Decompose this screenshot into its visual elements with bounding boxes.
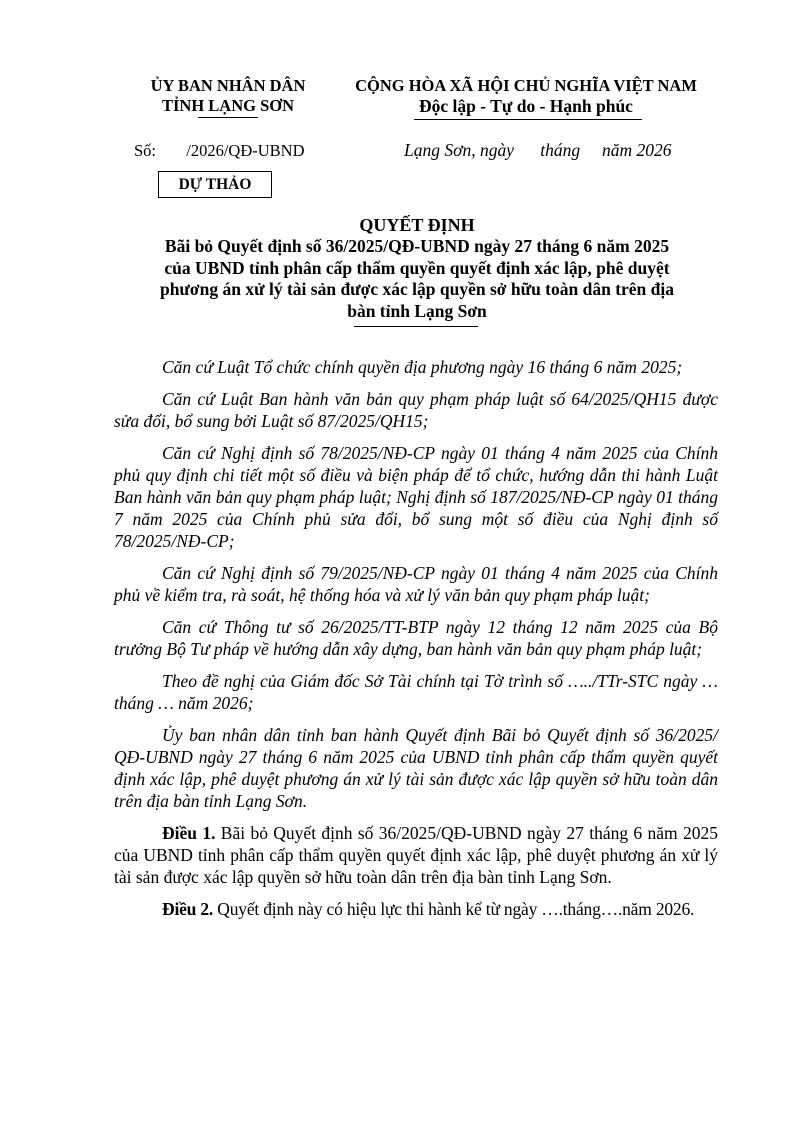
subject-line-2: của UBND tỉnh phân cấp thẩm quyền quyết định xác lập, phê duyệt xyxy=(164,257,670,278)
proposal-basis: Theo đề nghị của Giám đốc Sở Tài chính tại Tờ trình số …../TTr-STC ngày … tháng … năm 2026; xyxy=(114,671,718,713)
legal-basis-4: Căn cứ Nghị định số 79/2025/NĐ-CP ngày 01 tháng 4 năm 2025 của Chính phủ về kiểm tra, rà soát, hệ thống hóa và xử lý văn bản quy phạm pháp luật; xyxy=(114,563,718,605)
draft-stamp: DỰ THẢO xyxy=(158,171,272,198)
issuing-authority xyxy=(108,76,348,116)
article-1-text: Bãi bỏ Quyết định số 36/2025/QĐ-UBND ngày 27 tháng 6 năm 2025 của UBND tỉnh phân cấp thẩm quyền quyết định xác lập, phê duyệt phương án xử lý tài sản được xác lập quyền sở hữu toàn dân trên địa bàn tỉnh Lạng Sơn. xyxy=(114,823,718,887)
legal-basis-5: Căn cứ Thông tư số 26/2025/TT-BTP ngày 12 tháng 12 năm 2025 của Bộ trưởng Bộ Tư pháp về hướng dẫn xây dựng, ban hành văn bản quy phạm pháp luật; xyxy=(114,617,718,659)
title-underline xyxy=(354,326,478,327)
article-2 xyxy=(114,898,718,920)
subject-line-4: bàn tỉnh Lạng Sơn xyxy=(347,300,487,321)
legal-basis-3: Căn cứ Nghị định số 78/2025/NĐ-CP ngày 01 tháng 4 năm 2025 của Chính phủ quy định chi tiết một số điều và biện pháp để tổ chức, hướng dẫn thi hành Luật Ban hành văn bản quy phạm pháp luật; Nghị định số 187/2025/NĐ-CP ngày 01 tháng 7 năm 2025 của Chính phủ sửa đổi, bổ sung một số điều của Nghị định số 78/2025/NĐ-CP; xyxy=(114,443,718,551)
motto-underline xyxy=(414,119,642,120)
document-subject xyxy=(124,236,710,322)
national-header xyxy=(338,76,714,116)
authority-line-2: TỈNH LẠNG SƠN xyxy=(161,96,295,115)
article-2-label: Điều 2. xyxy=(162,899,214,919)
article-2-text: Quyết định này có hiệu lực thi hành kể từ ngày ….tháng….năm 2026. xyxy=(213,899,695,919)
document-body xyxy=(114,356,718,930)
subject-line-3: phương án xử lý tài sản được xác lập quyền sở hữu toàn dân trên địa xyxy=(159,279,675,299)
country-name: CỘNG HÒA XÃ HỘI CHỦ NGHĨA VIỆT NAM xyxy=(355,76,697,95)
promulgation-statement: Ủy ban nhân dân tỉnh ban hành Quyết định Bãi bỏ Quyết định số 36/2025/ QĐ-UBND ngày 27 tháng 6 năm 2025 của UBND tỉnh phân cấp thẩm quyền quyết định xác lập, phê duyệt phương án xử lý tài sản được xác lập quyền sở hữu toàn dân trên địa bàn tỉnh Lạng Sơn. xyxy=(114,725,718,811)
document-number xyxy=(134,141,305,161)
number-value: /2026/QĐ-UBND xyxy=(186,141,305,160)
subject-line-1: Bãi bỏ Quyết định số 36/2025/QĐ-UBND ngày 27 tháng 6 năm 2025 xyxy=(164,236,670,256)
place-date: Lạng Sơn, ngày tháng năm 2026 xyxy=(404,140,672,160)
document-title: QUYẾT ĐỊNH xyxy=(359,215,475,235)
legal-basis-2: Căn cứ Luật Ban hành văn bản quy phạm pháp luật số 64/2025/QH15 được sửa đổi, bổ sung bởi Luật số 87/2025/QH15; xyxy=(114,389,718,431)
article-1-label: Điều 1. xyxy=(162,823,216,843)
authority-line-1: ỦY BAN NHÂN DÂN xyxy=(150,76,306,95)
authority-underline xyxy=(198,117,258,118)
national-motto: Độc lập - Tự do - Hạnh phúc xyxy=(419,96,633,116)
number-label: Số: xyxy=(134,141,157,160)
legal-basis-1: Căn cứ Luật Tổ chức chính quyền địa phương ngày 16 tháng 6 năm 2025; xyxy=(162,357,683,377)
article-1 xyxy=(114,822,718,888)
